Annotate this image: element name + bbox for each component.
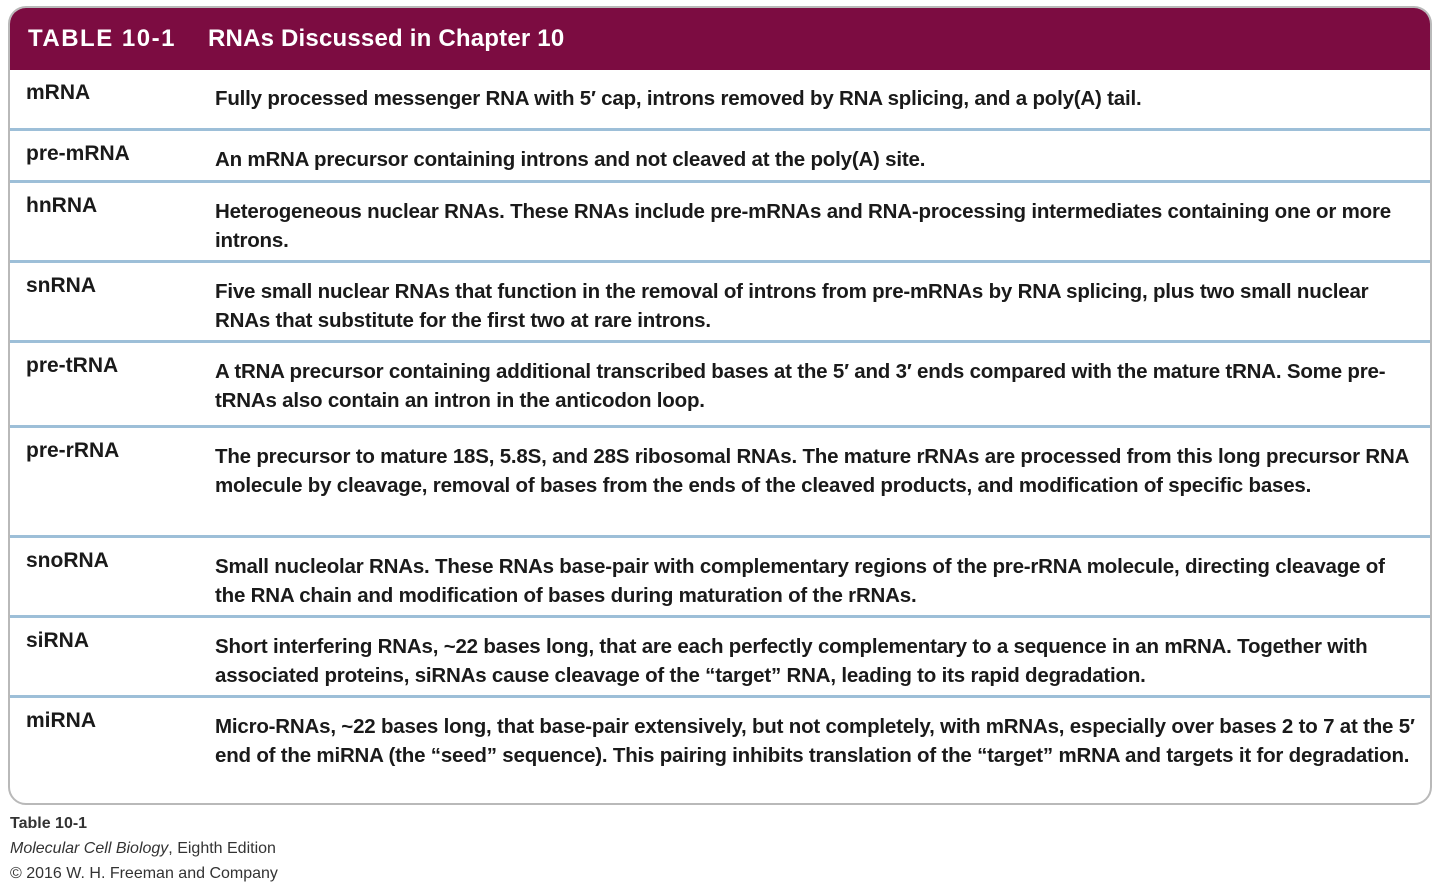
caption-copyright: © 2016 W. H. Freeman and Company bbox=[10, 865, 278, 882]
table-row bbox=[10, 538, 1430, 618]
row-abbreviation: miRNA bbox=[26, 709, 97, 732]
table-row bbox=[10, 343, 1430, 428]
figure-caption bbox=[10, 811, 278, 886]
row-description: The precursor to mature 18S, 5.8S, and 28S ribosomal RNAs. The mature rRNAs are processed from this long precursor RNA molecule by cleavage, removal of bases from the ends of the cleaved products, and modification of specific bases. bbox=[215, 445, 1409, 497]
row-abbreviation: hnRNA bbox=[26, 194, 98, 217]
row-abbreviation: snRNA bbox=[26, 274, 97, 297]
row-description: Fully processed messenger RNA with 5′ cap, introns removed by RNA splicing, and a poly(A) tail. bbox=[215, 87, 1142, 110]
rna-table bbox=[8, 6, 1432, 805]
table-row bbox=[10, 263, 1430, 343]
row-description: Heterogeneous nuclear RNAs. These RNAs include pre-mRNAs and RNA-processing intermediates containing one or more introns. bbox=[215, 200, 1391, 252]
row-abbreviation: mRNA bbox=[26, 81, 91, 104]
table-body bbox=[10, 70, 1430, 805]
row-description: Micro-RNAs, ~22 bases long, that base-pair extensively, but not completely, with mRNAs, especially over bases 2 to 7 at the 5′ end of the miRNA (the “seed” sequence). This pairing inhibits translation of the “target” mRNA and targets it for degradation. bbox=[215, 715, 1415, 767]
caption-source bbox=[10, 836, 278, 861]
table-row bbox=[10, 618, 1430, 698]
caption-label: Table 10-1 bbox=[10, 815, 88, 832]
table-row bbox=[10, 131, 1430, 183]
row-description: Short interfering RNAs, ~22 bases long, that are each perfectly complementary to a sequence in an mRNA. Together with associated proteins, siRNAs cause cleavage of the “target” RNA, leading to its rapid degradation. bbox=[215, 635, 1368, 687]
table-row bbox=[10, 428, 1430, 538]
row-abbreviation: snoRNA bbox=[26, 549, 109, 572]
caption-edition: , Eighth Edition bbox=[168, 840, 276, 857]
table-header bbox=[10, 8, 1430, 70]
row-description: Five small nuclear RNAs that function in the removal of introns from pre-mRNAs by RNA splicing, plus two small nuclear RNAs that substitute for the first two at rare introns. bbox=[215, 280, 1369, 332]
table-number: TABLE 10-1 bbox=[28, 25, 176, 52]
row-abbreviation: siRNA bbox=[26, 629, 90, 652]
row-abbreviation: pre-tRNA bbox=[26, 354, 119, 377]
caption-book-title: Molecular Cell Biology bbox=[10, 840, 169, 857]
table-row bbox=[10, 698, 1430, 805]
row-description: A tRNA precursor containing additional transcribed bases at the 5′ and 3′ ends compared with the mature tRNA. Some pre-tRNAs also contain an intron in the anticodon loop. bbox=[215, 360, 1386, 412]
row-description: Small nucleolar RNAs. These RNAs base-pair with complementary regions of the pre-rRNA molecule, directing cleavage of the RNA chain and modification of bases during maturation of the rRNAs. bbox=[215, 555, 1385, 607]
row-abbreviation: pre-rRNA bbox=[26, 439, 120, 462]
table-title: RNAs Discussed in Chapter 10 bbox=[208, 25, 565, 52]
table-row bbox=[10, 183, 1430, 263]
row-description: An mRNA precursor containing introns and not cleaved at the poly(A) site. bbox=[215, 148, 926, 171]
table-row bbox=[10, 70, 1430, 131]
row-abbreviation: pre-mRNA bbox=[26, 142, 130, 165]
